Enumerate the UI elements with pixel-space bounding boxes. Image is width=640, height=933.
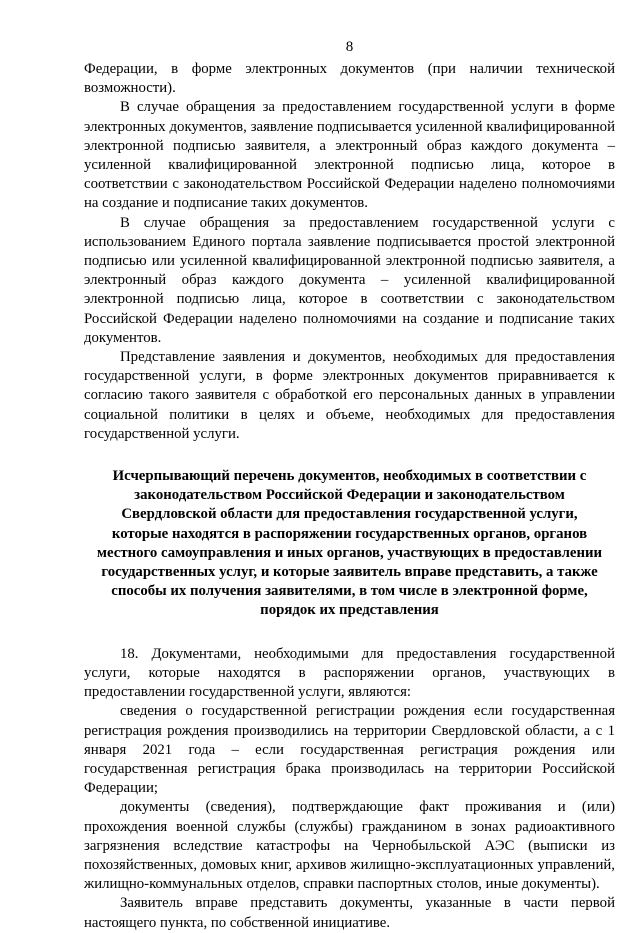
document-body (84, 60, 615, 933)
paragraph-own-initiative: Заявитель вправе представить документы, указанные в части первой настоящего пункта, по собственной инициативе. (84, 895, 615, 931)
paragraph-birth-registration: сведения о государственной регистрации рождения если государственная регистрация рождения производились на территории Свердловской области, а с 1 января 2021 года – если государственная регистрация рождения или государственная регистрация брака производилась на территории Российской Федерации; (84, 703, 615, 797)
paragraph-personal-data-consent: Представление заявления и документов, необходимых для предоставления государственной услуги, в форме электронных документов приравнивается к согласию такого заявителя с обработкой его персональных данных в управлении социальной политики в целях и объеме, необходимых для предоставления государственной услуги. (84, 349, 615, 442)
paragraph-item-18: 18. Документами, необходимыми для предоставления государственной услуги, которые находятся в распоряжении органов, участвующих в предоставлении государственной услуги, являются: (84, 645, 615, 701)
paragraph-unified-portal: В случае обращения за предоставлением государственной услуги с использованием Единого портала заявление подписывается простой электронной подписью или усиленной квалифицированной электронной подписью заявителя, а электронный образ каждого документа – усиленной квалифицированной электронной подписью лица, которое в соответствии с законодательством Российской Федерации наделено полномочиями на создание и подписание таких документов. (84, 214, 615, 346)
section-heading: Исчерпывающий перечень документов, необходимых в соответствии с законодательством Российской Федерации и законодательством Свердловской области для предоставления государственной услуги, которые находятся в распоряжении государственных органов, органов местного самоуправления и иных органов, участвующих в предоставлении государственных услуг, и которые заявитель вправе представить, а также способы их получения заявителями, в том числе в электронной форме, порядок их представления (96, 468, 603, 619)
paragraph-electronic-signature: В случае обращения за предоставлением государственной услуги в форме электронных документов, заявление подписывается усиленной квалифицированной электронной подписью заявителя, а электронный образ каждого документа – усиленной квалифицированной электронной подписью лица, которое в соответствии с законодательством Российской Федерации наделено полномочиями на создание и подписание таких документов. (84, 99, 615, 212)
page-number: 8 (345, 39, 354, 55)
paragraph-continuation: Федерации, в форме электронных документов (при наличии технической возможности). (84, 61, 615, 97)
paragraph-residence-documents: документы (сведения), подтверждающие факт проживания и (или) прохождения военной службы (службы) гражданином в зонах радиоактивного загрязнения вследствие катастрофы на Чернобыльской АЭС (выписки из похозяйственных, домовых книг, архивов жилищно-эксплуатационных управлений, жилищно-коммунальных отделов, справки паспортных столов, иные документы). (84, 799, 615, 893)
